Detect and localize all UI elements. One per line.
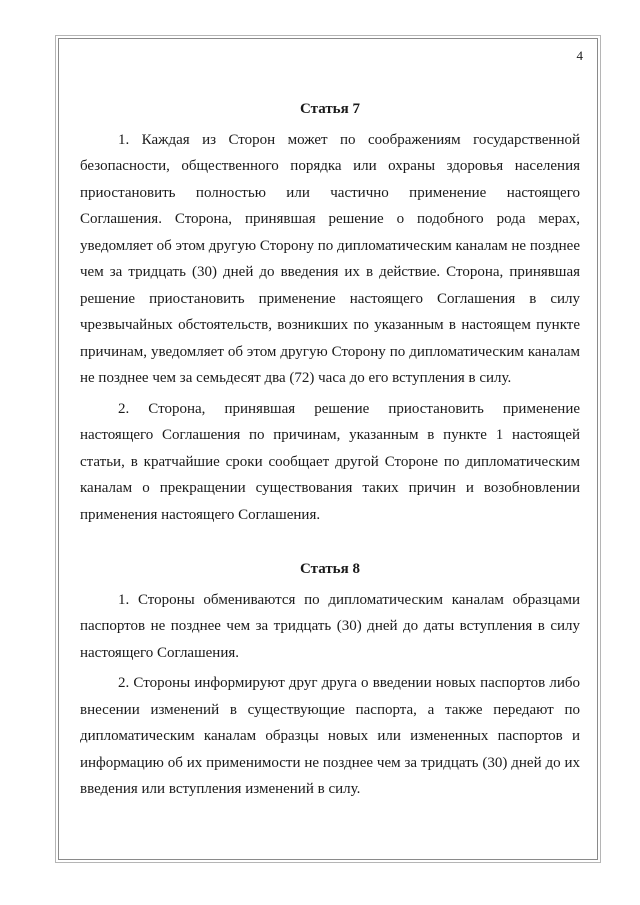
section-gap xyxy=(80,532,580,556)
article-title: Статья 7 xyxy=(300,101,360,117)
article-7 xyxy=(80,96,580,528)
document-body xyxy=(80,96,580,807)
page-number: 4 xyxy=(576,48,583,63)
article-8-paragraph-2: 2. Стороны информируют друг друга о введении новых паспортов либо внесении изменений в существующие паспорта, а также передают по дипломатическим каналам образцы новых или измененных паспортов и информацию об их применимости не позднее чем за тридцать (30) дней до их введения или вступления изменений в силу. xyxy=(80,675,580,797)
article-title: Статья 8 xyxy=(300,561,360,577)
article-8 xyxy=(80,556,580,803)
article-8-paragraph-1: 1. Стороны обмениваются по дипломатическим каналам образцами паспортов не позднее чем за тридцать (30) дней до даты вступления в силу настоящего Соглашения. xyxy=(80,591,580,661)
article-7-paragraph-2: 2. Сторона, принявшая решение приостановить применение настоящего Соглашения по причинам, указанным в пункте 1 настоящей статьи, в кратчайшие сроки сообщает другой Стороне по дипломатическим каналам о прекращении существования таких причин и возобновлении применения настоящего Соглашения. xyxy=(80,400,580,523)
article-7-paragraph-1: 1. Каждая из Сторон может по соображениям государственной безопасности, общественного порядка или охраны здоровья населения приостановить полностью или частично применение настоящего Соглашения. Сторона, принявшая решение о подобного рода мерах, уведомляет об этом другую Сторону по дипломатическим каналам не позднее чем за тридцать (30) дней до введения их в действие. Сторона, принявшая решение приостановить применение настоящего Соглашения в силу чрезвычайных обстоятельств, возникших по указанным в настоящем пункте причинам, уведомляет об этом другую Сторону по дипломатическим каналам не позднее чем за семьдесят два (72) часа до его вступления в силу. xyxy=(80,131,580,386)
